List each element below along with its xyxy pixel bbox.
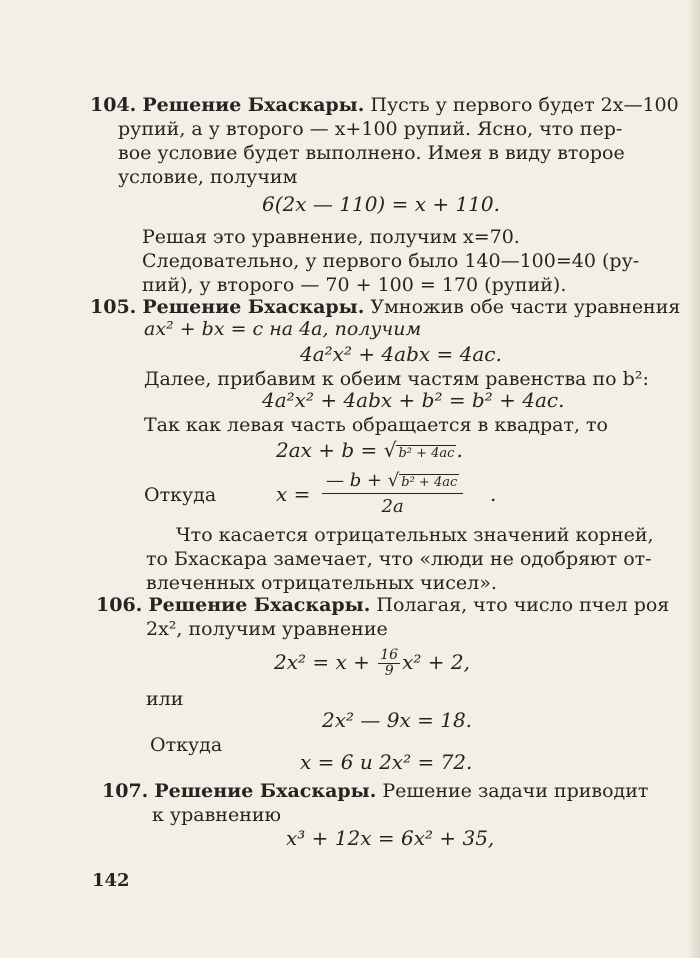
problem-number: 105. <box>90 296 137 318</box>
equation: 4a²x² + 4abx = 4ac. <box>300 342 502 366</box>
fraction-denominator: 9 <box>384 663 394 679</box>
problem-heading: Решение Бхаскары. <box>154 780 377 802</box>
sqrt-sign-icon: √ <box>383 438 397 462</box>
equation-part: . <box>490 482 497 506</box>
problem-106-line-1 <box>96 594 669 616</box>
text-line: ax² + bx = c на 4a, получим <box>144 318 422 340</box>
text-line: пий), у второго — 70 + 100 = 170 (рупий). <box>142 274 567 296</box>
equation: 2x² — 9x = 18. <box>322 708 473 732</box>
problem-heading: Решение Бхаскары. <box>142 296 365 318</box>
whence-label: Откуда <box>150 734 223 756</box>
sqrt-argument: b² + 4ac <box>401 475 458 490</box>
problem-107-line-1 <box>102 780 648 802</box>
problem-heading: Решение Бхаскары. <box>142 94 365 116</box>
equation: x = 6 и 2x² = 72. <box>300 750 473 774</box>
equation: 6(2x — 110) = x + 110. <box>262 192 500 216</box>
text-line: вое условие будет выполнено. Имея в виду второе <box>118 142 625 164</box>
text-line: рупий, а у второго — x+100 рупий. Ясно, что пер- <box>118 118 623 140</box>
equation-part: x = <box>276 482 311 506</box>
problem-105-line-1 <box>90 296 680 318</box>
page-number: 142 <box>92 870 130 891</box>
or-label: или <box>146 688 184 710</box>
text-line: к уравнению <box>152 804 282 826</box>
problem-104-line-1 <box>90 94 679 116</box>
problem-text: Умножив обе части уравнения <box>370 296 681 318</box>
text-line: Решая это уравнение, получим x=70. <box>142 226 520 248</box>
fraction-numerator <box>322 470 463 494</box>
equation-part: 2ax + b = <box>276 438 384 462</box>
text-line: Следовательно, у первого было 140—100=40 (ру- <box>142 250 640 272</box>
text-line: влеченных отрицательных чисел». <box>146 572 497 594</box>
equation: x³ + 12x = 6x² + 35, <box>286 826 495 850</box>
page-edge-shadow <box>688 0 700 958</box>
fraction <box>322 470 463 517</box>
text-line: Что касается отрицательных значений корней, <box>176 524 654 546</box>
fraction <box>378 648 400 679</box>
sqrt-argument: b² + 4ac <box>398 446 455 461</box>
fraction-numerator: 16 <box>380 647 399 663</box>
equation: 4a²x² + 4abx + b² = b² + 4ac. <box>262 388 565 412</box>
sqrt-sign-icon: √ <box>387 470 400 491</box>
equation-part: . <box>456 438 463 462</box>
text-line: условие, получим <box>118 166 298 188</box>
fraction-denominator: 2a <box>381 496 404 517</box>
problem-heading: Решение Бхаскары. <box>148 594 371 616</box>
equation-fraction <box>274 648 470 679</box>
text-line: Далее, прибавим к обеим частям равенства по b²: <box>144 368 649 390</box>
problem-number: 107. <box>102 780 149 802</box>
numerator-part: — b + <box>326 470 388 491</box>
equation-part: 2x² = x + <box>274 650 377 674</box>
problem-text: Полагая, что число пчел роя <box>376 594 670 616</box>
equation-part: x² + 2, <box>402 650 470 674</box>
equation-sqrt <box>276 438 463 466</box>
text-line: то Бхаскара замечает, что «люди не одобряют от- <box>146 548 652 570</box>
problem-number: 104. <box>90 94 137 116</box>
whence-label: Откуда <box>144 484 217 506</box>
text-line: Так как левая часть обращается в квадрат, то <box>144 414 608 436</box>
problem-text: Решение задачи приводит <box>382 780 649 802</box>
problem-text: Пусть у первого будет 2x—100 <box>370 94 679 116</box>
problem-number: 106. <box>96 594 143 616</box>
text-line: 2x², получим уравнение <box>146 618 388 640</box>
